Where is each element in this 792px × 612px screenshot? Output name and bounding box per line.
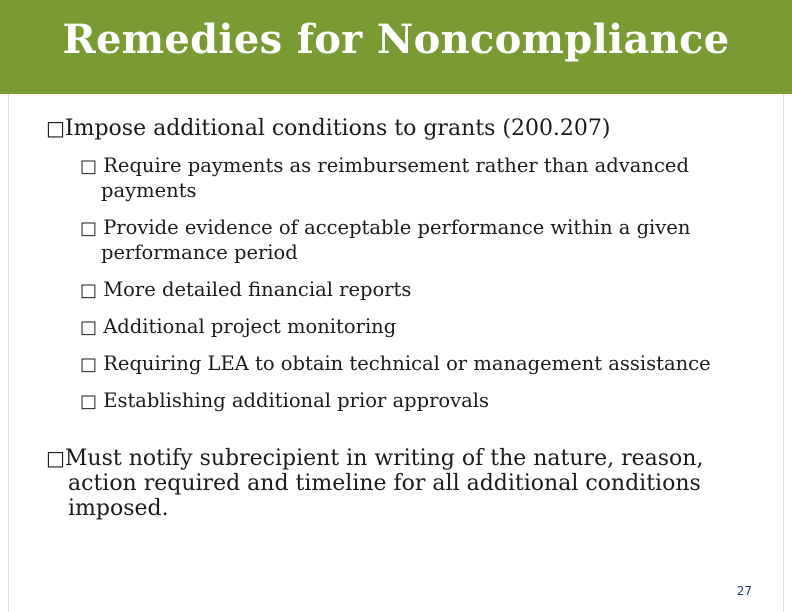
bullet-impose-conditions xyxy=(46,116,611,141)
sub-bullet-text: Require payments as reimbursement rather than advanced payments xyxy=(101,154,689,202)
bullet-box-icon: □ xyxy=(80,280,98,301)
bullet-box-icon: □ xyxy=(80,391,98,412)
sub-bullet-text: Additional project monitoring xyxy=(103,315,397,338)
sub-bullet-financial-reports xyxy=(80,278,741,303)
bullet-notify-subrecipient xyxy=(46,446,748,521)
sub-bullet-monitoring xyxy=(80,315,741,340)
slide-title: Remedies for Noncompliance xyxy=(62,16,730,63)
sub-bullet-reimbursement xyxy=(80,154,741,203)
sub-bullet-text: More detailed financial reports xyxy=(103,278,412,301)
bullet-text: Must notify subrecipient in writing of the nature, reason, action required and timeline for all additional conditions imposed. xyxy=(64,446,704,521)
bullet-box-icon: □ xyxy=(46,116,65,140)
sub-bullet-prior-approvals xyxy=(80,389,741,414)
page-number: 27 xyxy=(736,584,752,598)
sub-bullet-text: Requiring LEA to obtain technical or management assistance xyxy=(103,352,711,375)
sub-bullet-evidence xyxy=(80,216,741,265)
right-border-line xyxy=(783,94,784,612)
title-bar xyxy=(0,0,792,94)
sub-bullet-text: Establishing additional prior approvals xyxy=(103,389,490,412)
bullet-box-icon: □ xyxy=(46,446,65,470)
bullet-box-icon: □ xyxy=(80,156,98,177)
bullet-box-icon: □ xyxy=(80,354,98,375)
bullet-box-icon: □ xyxy=(80,317,98,338)
sub-bullet-text: Provide evidence of acceptable performance within a given performance period xyxy=(101,216,691,264)
sub-bullet-assistance xyxy=(80,352,741,377)
bullet-text: Impose additional conditions to grants (200.207) xyxy=(64,116,611,141)
bullet-box-icon: □ xyxy=(80,218,98,239)
left-border-line xyxy=(8,94,9,612)
